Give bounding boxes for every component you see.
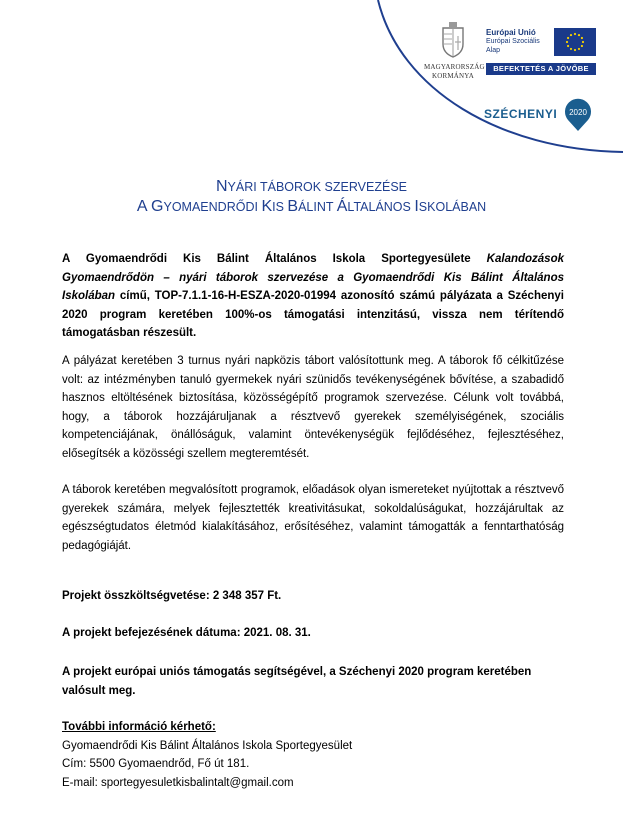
intro-paragraph <box>62 250 564 343</box>
intro-part2: című, TOP-7.1.1-16-H-ESZA-2020-01994 azonosító számú pályázata a Széchenyi 2020 program keretében 100%-os támogatási intenzitású, vissza nem térítendő támogatásban részesült. <box>62 290 564 339</box>
title-line1-rest: YÁRI TÁBOROK SZERVEZÉSE <box>227 180 407 194</box>
objectives-paragraph: A pályázat keretében 3 turnus nyári napközis tábort valósítottunk meg. A táborok fő célkitűzése volt: az intézményben tanuló gyermekek nyári szünidős tevékenységének bővítése, a szabadidő hasznos eltöltésének biztosítása, közösségépítő programok szervezése. Célunk volt továbbá, hogy, a táborok hozzájáruljanak a résztvevő gyerekek személyiségének, szociális kompetenciájának, önállóságuk, valamint öntevékenységük fejlődéséhez, fejlesztéséhez, elősegítsék a közösségi szellem megteremtését. <box>62 355 564 460</box>
eu-star-icon <box>570 34 572 36</box>
title-word: G <box>151 198 164 215</box>
contact-block <box>62 718 352 792</box>
intro-part1: A Gyomaendrődi Kis Bálint Általános Iskola Sportegyesülete <box>62 253 487 265</box>
eu-fund-line1: Európai Szociális <box>486 38 540 45</box>
title-word-rest: SKOLÁBAN <box>418 200 487 214</box>
eu-star-icon <box>570 48 572 50</box>
eu-title: Európai Unió <box>486 28 536 37</box>
project-title: Kalandozások Gyomaendrődön – nyári táborok szervezése a Gyomaendrődi Kis Bálint Általános Iskolában <box>62 253 564 302</box>
eu-star-icon <box>578 34 580 36</box>
title-line1 <box>0 177 623 197</box>
title-line1-initial: N <box>215 178 228 195</box>
title-word: I <box>414 198 419 215</box>
hungarian-government-logo <box>424 22 485 81</box>
support-statement: A projekt európai uniós támogatás segítségével, a Széchenyi 2020 program keretében valósult meg. <box>62 666 532 697</box>
eu-star-icon <box>567 37 569 39</box>
szechenyi-2020-logo-icon <box>563 98 593 132</box>
eu-flag-icon <box>554 28 596 56</box>
eu-star-icon <box>581 45 583 47</box>
eu-star-icon <box>581 37 583 39</box>
title-line2 <box>0 197 623 217</box>
page-title <box>0 177 623 217</box>
title-word: B <box>287 198 299 215</box>
hungarian-coat-of-arms-icon <box>440 22 466 58</box>
title-word: A <box>136 198 152 215</box>
budget-line: Projekt összköltségvetése: 2 348 357 Ft. <box>62 590 282 602</box>
eu-star-icon <box>582 41 584 43</box>
end-date-line: A projekt befejezésének dátuma: 2021. 08. 31. <box>62 627 311 639</box>
eu-banner: BEFEKTETÉS A JÖVŐBE <box>486 63 596 75</box>
title-word: Á <box>336 198 348 215</box>
title-word-rest: IS <box>272 200 288 214</box>
contact-email[interactable]: E-mail: sportegyesuletkisbalintalt@gmail.com <box>62 776 294 789</box>
title-word-rest: YOMAENDRŐDI <box>163 200 262 214</box>
eu-star-icon <box>567 45 569 47</box>
eu-text <box>486 28 540 55</box>
contact-heading: További információ kérhető: <box>62 721 216 733</box>
gov-logo-line1: MAGYARORSZÁG <box>424 63 485 71</box>
contact-organization: Gyomaendrődi Kis Bálint Általános Iskola Sportegyesület <box>62 739 353 752</box>
eu-star-icon <box>574 49 576 51</box>
title-word-rest: LTALÁNOS <box>347 200 415 214</box>
programs-paragraph: A táborok keretében megvalósított programok, előadások olyan ismereteket nyújtottak a résztvevő gyerekek számára, melyek fejlesztették kreativitásukat, sokoldalúságukat, hozzájárultak az egészségtudatos életmód kialakításához, erősítéséhez, valamint támogatták a fenntarthatóság pedagógiáját. <box>62 484 564 552</box>
eu-star-icon <box>578 48 580 50</box>
szechenyi-year: 2020 <box>569 108 587 117</box>
szechenyi-2020-logo <box>484 98 594 132</box>
title-word: K <box>261 198 273 215</box>
header-arc <box>0 0 623 170</box>
gov-logo-line2: KORMÁNYA <box>431 72 475 80</box>
eu-star-icon <box>574 33 576 35</box>
contact-address: Cím: 5500 Gyomaendrőd, Fő út 181. <box>62 758 250 770</box>
eu-fund-line2: Alap <box>486 47 501 54</box>
title-word-rest: ÁLINT <box>298 200 337 214</box>
szechenyi-text: SZÉCHENYI <box>484 107 558 121</box>
eu-star-icon <box>566 41 568 43</box>
